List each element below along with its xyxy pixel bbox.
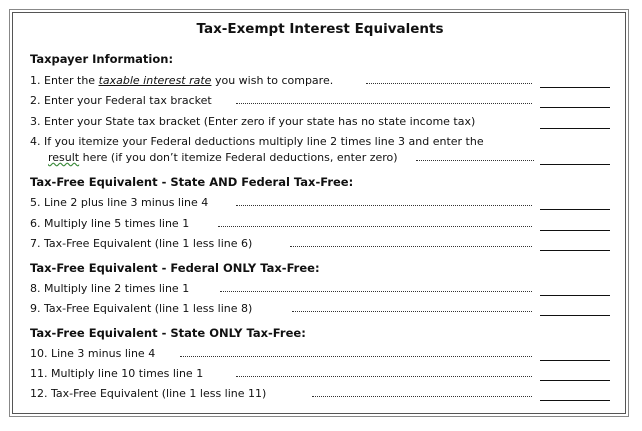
line-4-result-word: result bbox=[48, 151, 80, 164]
line-3-answer-blank[interactable] bbox=[540, 128, 610, 129]
line-9-answer-blank[interactable] bbox=[540, 315, 610, 316]
line-1-label-emphasis: taxable interest rate bbox=[98, 74, 212, 87]
section-state-federal-heading: Tax-Free Equivalent - State AND Federal Tax-Free: bbox=[30, 175, 354, 189]
line-5-label: 5. Line 2 plus line 3 minus line 4 bbox=[30, 196, 209, 209]
leader-dots bbox=[292, 311, 532, 312]
line-7-answer-blank[interactable] bbox=[540, 250, 610, 251]
line-10-answer-blank[interactable] bbox=[540, 360, 610, 361]
leader-dots bbox=[416, 160, 534, 161]
line-1-answer-blank[interactable] bbox=[540, 87, 610, 88]
line-8-label: 8. Multiply line 2 times line 1 bbox=[30, 282, 190, 295]
line-6-label: 6. Multiply line 5 times line 1 bbox=[30, 217, 190, 230]
line-4-label: 4. If you itemize your Federal deductions multiply line 2 times line 3 and enter the bbox=[30, 135, 484, 148]
worksheet-frame bbox=[12, 12, 626, 414]
line-10-label: 10. Line 3 minus line 4 bbox=[30, 347, 156, 360]
section-state-only-heading: Tax-Free Equivalent - State ONLY Tax-Free: bbox=[30, 326, 306, 340]
leader-dots bbox=[236, 205, 532, 206]
line-6-answer-blank[interactable] bbox=[540, 230, 610, 231]
leader-dots bbox=[218, 226, 532, 227]
line-7 bbox=[30, 237, 610, 253]
section-federal-only-heading: Tax-Free Equivalent - Federal ONLY Tax-Free: bbox=[30, 261, 320, 275]
line-12-answer-blank[interactable] bbox=[540, 400, 610, 401]
line-6 bbox=[30, 217, 610, 233]
line-2 bbox=[30, 94, 610, 110]
line-5-answer-blank[interactable] bbox=[540, 209, 610, 210]
line-1 bbox=[30, 74, 610, 90]
line-3-label: 3. Enter your State tax bracket (Enter zero if your state has no state income tax) bbox=[30, 115, 476, 128]
line-10 bbox=[30, 347, 610, 363]
line-1-label-post: you wish to compare. bbox=[211, 74, 334, 87]
line-5 bbox=[30, 196, 610, 212]
line-2-answer-blank[interactable] bbox=[540, 107, 610, 108]
section-taxpayer-heading: Taxpayer Information: bbox=[30, 52, 174, 66]
line-11 bbox=[30, 367, 610, 383]
line-9-label: 9. Tax-Free Equivalent (line 1 less line 8) bbox=[30, 302, 253, 315]
line-11-answer-blank[interactable] bbox=[540, 380, 610, 381]
leader-dots bbox=[290, 246, 532, 247]
leader-dots bbox=[236, 376, 532, 377]
line-4-answer-blank[interactable] bbox=[540, 164, 610, 165]
line-2-label: 2. Enter your Federal tax bracket bbox=[30, 94, 212, 107]
line-1-label-pre: 1. Enter the bbox=[30, 74, 99, 87]
line-8-answer-blank[interactable] bbox=[540, 295, 610, 296]
worksheet-title: Tax-Exempt Interest Equivalents bbox=[196, 21, 444, 37]
leader-dots bbox=[220, 291, 532, 292]
leader-dots bbox=[366, 83, 532, 84]
line-4-label-cont: here (if you don’t itemize Federal deductions, enter zero) bbox=[79, 151, 398, 164]
line-12-label: 12. Tax-Free Equivalent (line 1 less line 11) bbox=[30, 387, 267, 400]
leader-dots bbox=[312, 396, 532, 397]
line-9 bbox=[30, 302, 610, 318]
line-11-label: 11. Multiply line 10 times line 1 bbox=[30, 367, 204, 380]
line-3 bbox=[30, 115, 610, 131]
leader-dots bbox=[236, 103, 532, 104]
line-4-continued bbox=[48, 151, 610, 167]
line-12 bbox=[30, 387, 610, 403]
line-8 bbox=[30, 282, 610, 298]
line-4 bbox=[30, 135, 610, 151]
line-7-label: 7. Tax-Free Equivalent (line 1 less line 6) bbox=[30, 237, 253, 250]
leader-dots bbox=[180, 356, 532, 357]
